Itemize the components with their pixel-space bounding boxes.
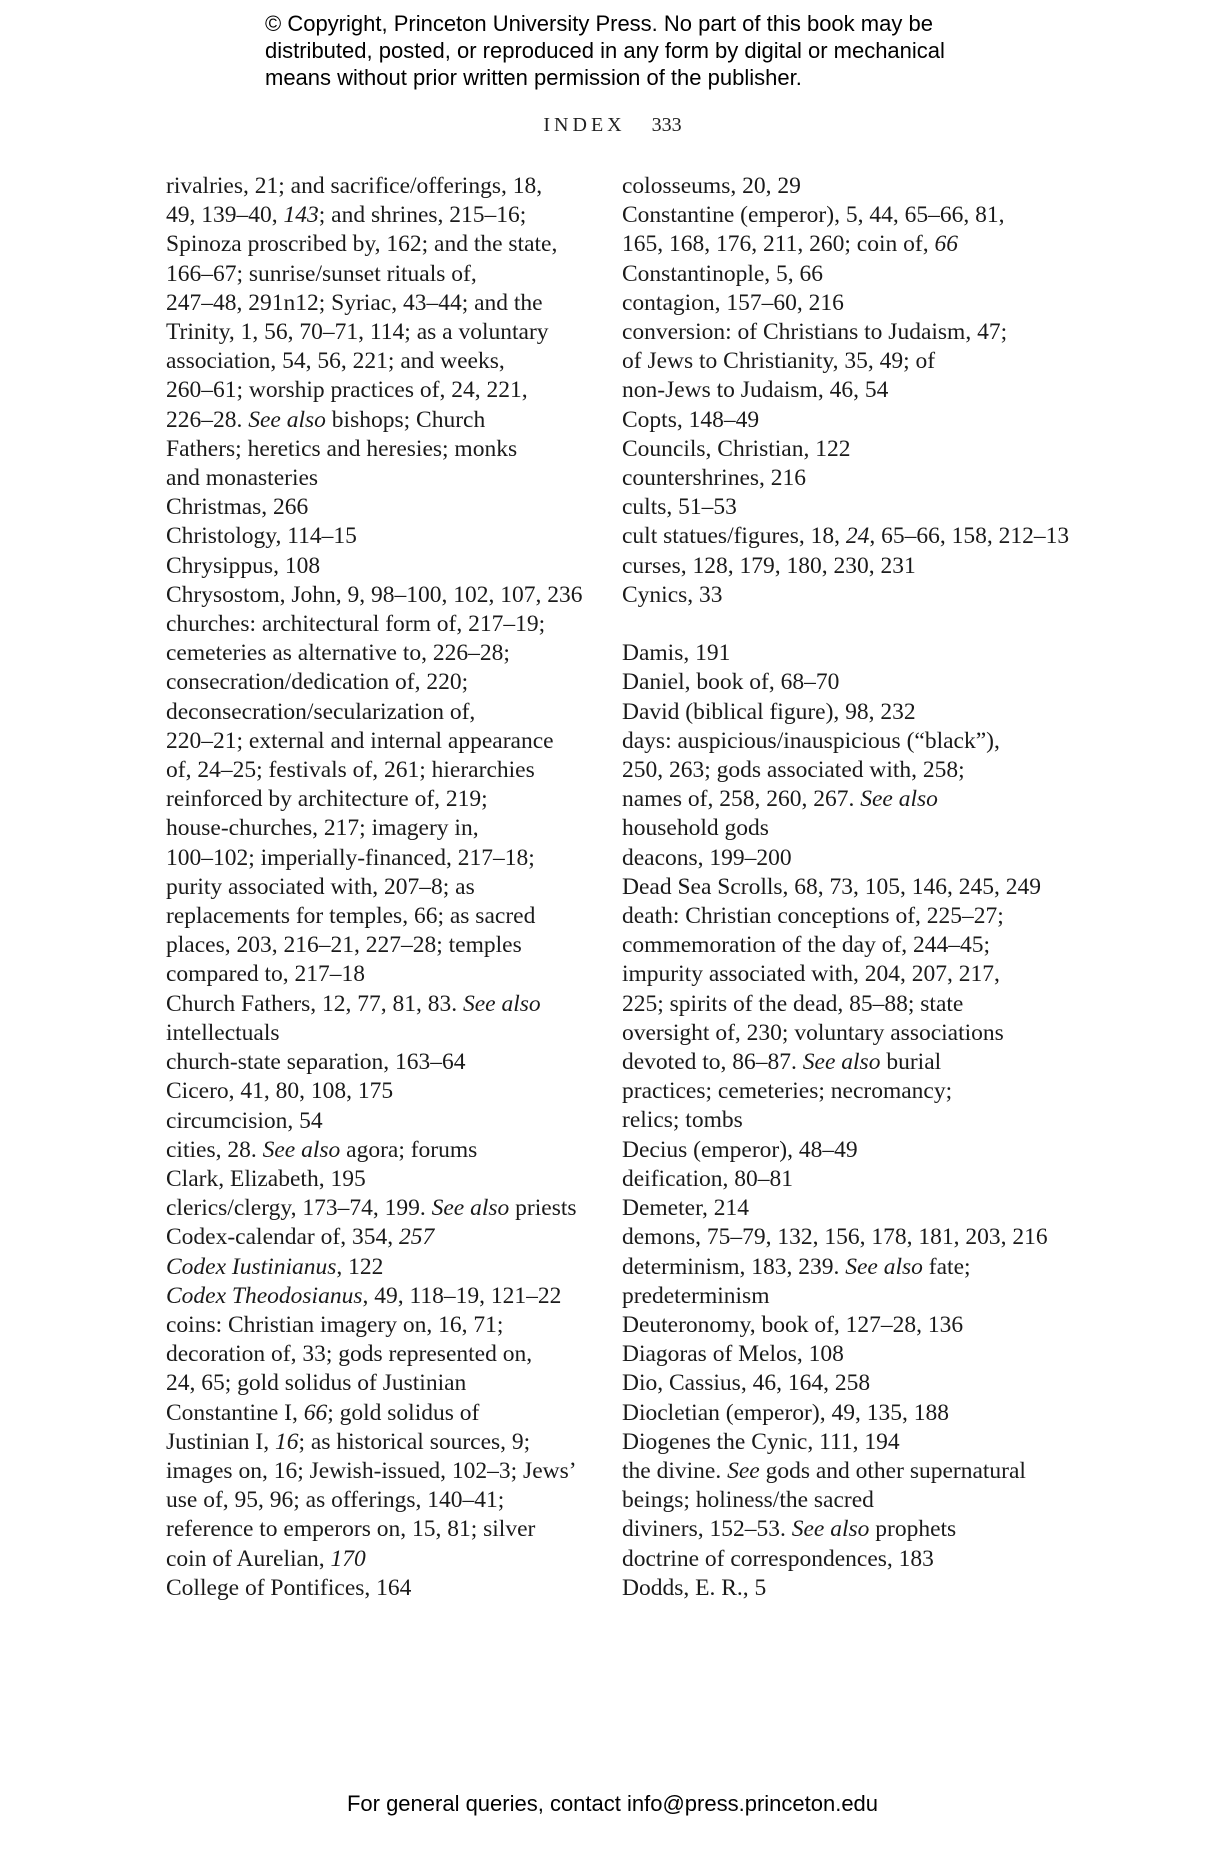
page-number: 333: [651, 114, 682, 136]
index-entry: [622, 1457, 1042, 1515]
index-entry: [622, 552, 1042, 581]
index-entry-line: decoration of, 33; gods represented on,: [166, 1341, 533, 1368]
index-entry-line: circumcision, 54: [166, 1107, 323, 1134]
index-entry-line: Christmas, 266: [166, 494, 309, 521]
index-entry-line: association, 54, 56, 221; and weeks,: [166, 348, 505, 375]
index-entry: [622, 493, 1042, 522]
index-entry-line: Clark, Elizabeth, 195: [166, 1165, 366, 1192]
index-entry: [622, 1340, 1042, 1369]
index-entry-line: Codex-calendar of, 354, 257: [166, 1224, 435, 1251]
index-entry-line: David (biblical figure), 98, 232: [622, 698, 916, 725]
index-entry-line: 165, 168, 176, 211, 260; coin of, 66: [622, 231, 958, 258]
index-entry: [622, 727, 1042, 844]
index-entry-line: coins: Christian imagery on, 16, 71;: [166, 1311, 504, 1338]
index-entry-line: cults, 51–53: [622, 494, 737, 521]
index-entry-line: of, 24–25; festivals of, 261; hierarchies: [166, 757, 535, 784]
index-entry: [166, 610, 596, 990]
index-entry-line: and monasteries: [166, 465, 319, 492]
index-entry: [166, 581, 596, 610]
index-entry-line: intellectuals: [166, 1019, 280, 1046]
index-entry: [622, 844, 1042, 873]
index-entry-line: Codex Theodosianus, 49, 118–19, 121–22: [166, 1282, 562, 1309]
index-entry: [166, 1165, 596, 1194]
index-entry-line: consecration/dedication of, 220;: [166, 669, 469, 696]
index-entry-line: Trinity, 1, 56, 70–71, 114; as a voluntary: [166, 319, 549, 346]
index-entry-line: doctrine of correspondences, 183: [622, 1545, 934, 1572]
index-entry-line: purity associated with, 207–8; as: [166, 873, 475, 900]
index-entry-line: rivalries, 21; and sacrifice/offerings, 18,: [166, 173, 543, 199]
index-entry-line: 100–102; imperially-financed, 217–18;: [166, 844, 535, 871]
index-entry: [166, 1223, 596, 1252]
index-entry-line: 247–48, 291n12; Syriac, 43–44; and the: [166, 289, 543, 316]
index-entry-line: deification, 80–81: [622, 1165, 793, 1192]
index-entry-line: countershrines, 216: [622, 465, 807, 492]
index-entry-line: cities, 28. See also agora; forums: [166, 1136, 478, 1163]
index-entry-line: determinism, 183, 239. See also fate;: [622, 1253, 971, 1280]
index-entry: [622, 406, 1042, 435]
index-entry-line: Damis, 191: [622, 640, 731, 667]
index-entry: [166, 1253, 596, 1282]
index-entry-line: Demeter, 214: [622, 1195, 749, 1222]
index-entry-line: Codex Iustinianus, 122: [166, 1253, 384, 1280]
index-entry-line: replacements for temples, 66; as sacred: [166, 903, 536, 930]
index-entry: [622, 318, 1042, 406]
index-entry: [622, 172, 1042, 201]
index-entry-line: deconsecration/secularization of,: [166, 698, 476, 725]
index-entry: [622, 1194, 1042, 1223]
index-entry: [166, 552, 596, 581]
index-entry-line: compared to, 217–18: [166, 961, 366, 988]
index-entry: [622, 522, 1070, 551]
index-entry-line: Church Fathers, 12, 77, 81, 83. See also: [166, 990, 541, 1017]
index-entry-line: conversion: of Christians to Judaism, 47;: [622, 319, 1008, 346]
section-title: INDEX: [543, 114, 626, 136]
index-entry: [622, 639, 1042, 668]
index-entry: [166, 1311, 596, 1574]
index-entry-line: coin of Aurelian, 170: [166, 1545, 366, 1572]
index-entry-line: contagion, 157–60, 216: [622, 289, 844, 316]
index-entry-line: Justinian I, 16; as historical sources, 9;: [166, 1428, 531, 1455]
index-entry: [622, 698, 1042, 727]
index-entry-line: days: auspicious/inauspicious (“black”),: [622, 727, 1000, 754]
copyright-line: © Copyright, Princeton University Press. No part of this book may be: [265, 11, 933, 36]
index-entry-line: 226–28. See also bishops; Church: [166, 406, 486, 433]
index-entry: [622, 1136, 1042, 1165]
index-entry: [622, 902, 1042, 1136]
index-entry-line: Diagoras of Melos, 108: [622, 1341, 844, 1368]
index-entry-line: Constantinople, 5, 66: [622, 260, 824, 287]
index-entry-line: devoted to, 86–87. See also burial: [622, 1049, 942, 1076]
index-entry-line: Diogenes the Cynic, 111, 194: [622, 1428, 900, 1455]
index-entry-line: reinforced by architecture of, 219;: [166, 786, 488, 813]
index-entry-line: household gods: [622, 815, 769, 842]
index-entry-line: cult statues/figures, 18, 24, 65–66, 158, 212–13: [622, 523, 1070, 550]
index-entry: [622, 1253, 1042, 1311]
index-entry-line: Constantine I, 66; gold solidus of: [166, 1399, 480, 1426]
index-entry: [166, 1048, 596, 1077]
index-entry-line: Cicero, 41, 80, 108, 175: [166, 1078, 394, 1105]
index-column-right: [622, 172, 1070, 1603]
index-entry-line: 250, 263; gods associated with, 258;: [622, 757, 965, 784]
index-entry: [622, 1399, 1042, 1428]
index-entry-line: demons, 75–79, 132, 156, 178, 181, 203, 216: [622, 1224, 1048, 1251]
footer-contact: For general queries, contact info@press.princeton.edu: [346, 1791, 879, 1816]
index-entry-line: Dio, Cassius, 46, 164, 258: [622, 1370, 871, 1397]
index-entry-line: predeterminism: [622, 1282, 770, 1309]
index-entry: [622, 435, 1042, 464]
index-entry: [166, 1194, 596, 1223]
index-entry: [622, 1515, 1042, 1544]
index-entry: [166, 1077, 596, 1106]
index-entry-line: Spinoza proscribed by, 162; and the state,: [166, 231, 558, 258]
index-entry: [166, 1574, 596, 1603]
copyright-line: distributed, posted, or reproduced in any form by digital or mechanical: [265, 38, 945, 63]
copyright-line: means without prior written permission of the publisher.: [265, 65, 802, 90]
index-entry-line: commemoration of the day of, 244–45;: [622, 932, 991, 959]
index-entry: [622, 464, 1042, 493]
index-entry: [622, 1545, 1042, 1574]
index-entry-line: Fathers; heretics and heresies; monks: [166, 435, 518, 462]
index-entry-line: 260–61; worship practices of, 24, 221,: [166, 377, 528, 404]
index-entry-line: 220–21; external and internal appearance: [166, 727, 554, 754]
index-entry-line: Chrysippus, 108: [166, 552, 321, 579]
index-entry-line: Dodds, E. R., 5: [622, 1574, 767, 1601]
index-entry: [622, 581, 1042, 610]
index-entry-line: the divine. See gods and other supernatural: [622, 1457, 1026, 1484]
index-entry-line: Chrysostom, John, 9, 98–100, 102, 107, 236: [166, 581, 583, 608]
index-entry-line: reference to emperors on, 15, 81; silver: [166, 1516, 536, 1543]
index-entry-line: Dead Sea Scrolls, 68, 73, 105, 146, 245, 249: [622, 873, 1042, 900]
index-entry-line: churches: architectural form of, 217–19;: [166, 611, 546, 638]
index-entry: [166, 522, 596, 551]
index-entry-line: images on, 16; Jewish-issued, 102–3; Jews’: [166, 1457, 577, 1484]
index-entry-line: house-churches, 217; imagery in,: [166, 815, 479, 842]
index-entry-line: death: Christian conceptions of, 225–27;: [622, 903, 1004, 930]
index-entry-line: 24, 65; gold solidus of Justinian: [166, 1370, 467, 1397]
index-entry: [622, 1574, 1042, 1603]
index-entry-line: College of Pontifices, 164: [166, 1574, 412, 1601]
index-entry: [622, 873, 1042, 902]
index-entry-line: deacons, 199–200: [622, 844, 792, 871]
index-entry-line: names of, 258, 260, 267. See also: [622, 786, 938, 813]
index-entry-line: oversight of, 230; voluntary associations: [622, 1019, 1004, 1046]
index-entry: [622, 1223, 1048, 1252]
index-entry-line: Cynics, 33: [622, 581, 723, 608]
index-entry-line: relics; tombs: [622, 1107, 743, 1134]
index-entry: [622, 201, 1042, 259]
index-entry-line: cemeteries as alternative to, 226–28;: [166, 640, 510, 667]
index-entry-line: beings; holiness/the sacred: [622, 1487, 874, 1514]
index-entry: [166, 990, 596, 1048]
index-entry-line: clerics/clergy, 173–74, 199. See also priests: [166, 1195, 577, 1222]
index-entry: [622, 1165, 1042, 1194]
index-entry-line: impurity associated with, 204, 207, 217,: [622, 961, 1000, 988]
index-entry-line: non-Jews to Judaism, 46, 54: [622, 377, 889, 404]
index-entry: [622, 1311, 1042, 1340]
running-head: [0, 114, 1225, 137]
index-entry: [166, 172, 596, 493]
index-entry-line: practices; cemeteries; necromancy;: [622, 1078, 953, 1105]
index-entry: [622, 289, 1042, 318]
index-entry: [622, 668, 1042, 697]
index-entry-line: Constantine (emperor), 5, 44, 65–66, 81,: [622, 202, 1005, 229]
index-entry-line: places, 203, 216–21, 227–28; temples: [166, 932, 522, 959]
index-entry: [166, 1136, 596, 1165]
letter-group-gap: [622, 610, 1042, 639]
index-entry-line: Diocletian (emperor), 49, 135, 188: [622, 1399, 949, 1426]
index-entry-line: Councils, Christian, 122: [622, 435, 851, 462]
index-entry-line: 225; spirits of the dead, 85–88; state: [622, 990, 964, 1017]
index-entry-line: 166–67; sunrise/sunset rituals of,: [166, 260, 477, 287]
index-column-left: [166, 172, 596, 1603]
index-entry-line: colosseums, 20, 29: [622, 173, 801, 199]
index-entry-line: Daniel, book of, 68–70: [622, 669, 840, 696]
index-entry-line: Decius (emperor), 48–49: [622, 1136, 858, 1163]
index-entry: [166, 493, 596, 522]
index-entry-line: curses, 128, 179, 180, 230, 231: [622, 552, 916, 579]
copyright-notice: [265, 10, 1065, 91]
index-entry-line: diviners, 152–53. See also prophets: [622, 1516, 957, 1543]
index-entry: [622, 260, 1042, 289]
index-entry: [622, 1428, 1042, 1457]
index-entry-line: 49, 139–40, 143; and shrines, 215–16;: [166, 202, 527, 229]
index-entry-line: use of, 95, 96; as offerings, 140–41;: [166, 1487, 505, 1514]
index-entry-line: church-state separation, 163–64: [166, 1049, 466, 1076]
index-entry-line: of Jews to Christianity, 35, 49; of: [622, 348, 936, 375]
index-entry-line: Deuteronomy, book of, 127–28, 136: [622, 1311, 964, 1338]
index-entry-line: Copts, 148–49: [622, 406, 760, 433]
index-entry: [622, 1369, 1042, 1398]
index-entry-line: Christology, 114–15: [166, 523, 357, 550]
index-entry: [166, 1107, 596, 1136]
index-entry: [166, 1282, 596, 1311]
